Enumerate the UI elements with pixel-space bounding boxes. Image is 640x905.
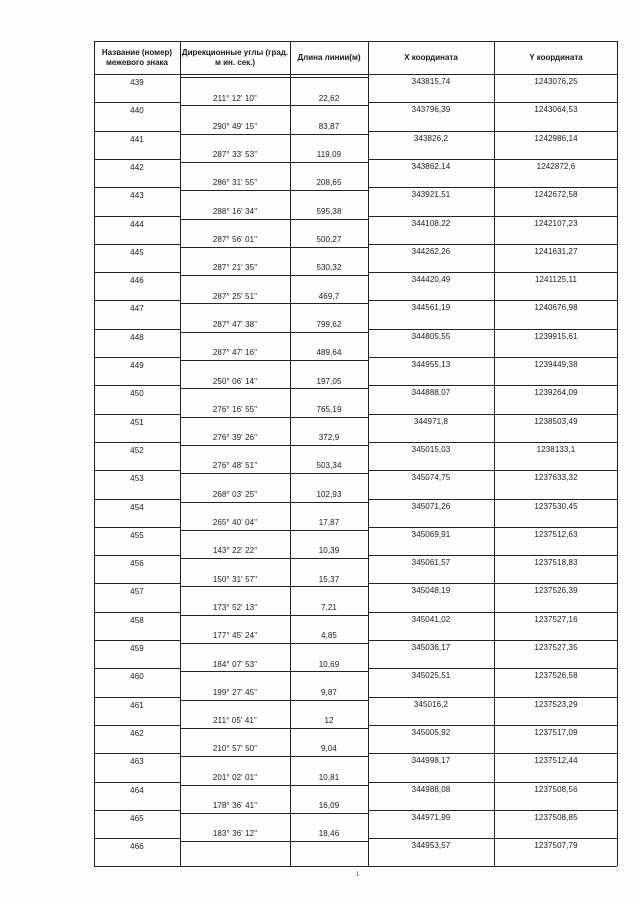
segment-border <box>180 219 368 220</box>
row-border <box>94 838 180 839</box>
row-border <box>368 102 617 103</box>
y-coordinate: 1241125,11 <box>534 275 578 285</box>
row-border <box>368 668 617 669</box>
point-name: 442 <box>130 162 144 172</box>
line-length: 530,32 <box>316 263 342 273</box>
segment-border <box>180 841 368 842</box>
x-coordinate: 344971,8 <box>413 416 449 426</box>
direction-angle: 250° 06' 14" <box>212 376 258 386</box>
x-coordinate: 344953,57 <box>411 841 451 851</box>
line-length: 119,09 <box>316 150 342 160</box>
row-border <box>368 272 617 273</box>
direction-angle: 211° 12' 10" <box>213 93 257 103</box>
x-coordinate: 345071,26 <box>411 501 451 511</box>
y-coordinate: 1237512,44 <box>534 756 578 766</box>
y-coordinate: 1237508,56 <box>534 784 578 794</box>
segment-border <box>180 473 368 474</box>
header-bottom-border <box>94 74 617 75</box>
header-length: Длина линии(м) <box>297 52 361 62</box>
segment-border <box>180 275 368 276</box>
line-length: 595,38 <box>316 206 342 216</box>
row-border <box>94 555 180 556</box>
x-coordinate: 344108,22 <box>411 218 451 228</box>
row-border <box>368 329 617 330</box>
y-coordinate: 1239264,09 <box>534 388 578 398</box>
direction-angle: 276° 16' 55" <box>212 404 258 414</box>
row-border <box>368 753 617 754</box>
point-name: 451 <box>130 417 144 427</box>
direction-angle: 201° 02' 01" <box>212 772 258 782</box>
point-name: 456 <box>130 559 144 569</box>
point-name: 449 <box>130 361 144 370</box>
segment-border <box>180 360 368 361</box>
y-coordinate: 1237633,32 <box>534 473 578 483</box>
row-border <box>94 244 180 245</box>
point-name: 446 <box>130 276 144 286</box>
point-name: 443 <box>130 191 144 201</box>
row-border <box>368 640 617 641</box>
direction-angle: 199° 27' 45" <box>212 687 258 697</box>
x-coordinate: 344805,55 <box>411 331 451 341</box>
point-name: 441 <box>130 134 144 144</box>
x-coordinate: 344998,17 <box>411 756 451 766</box>
direction-angle: 211° 05' 41" <box>213 716 257 726</box>
line-length: 765,19 <box>316 404 342 414</box>
table-col-border <box>290 41 291 866</box>
y-coordinate: 1237526,58 <box>534 671 578 681</box>
x-coordinate: 344971,99 <box>411 812 451 822</box>
header-angle: Дирекционные углы (град. м ин. сек.) <box>181 48 289 67</box>
row-border <box>94 385 180 386</box>
row-border <box>368 244 617 245</box>
segment-border <box>180 77 368 78</box>
x-coordinate: 345016,2 <box>413 699 449 709</box>
y-coordinate: 1237512,63 <box>534 529 578 539</box>
y-coordinate: 1241631,27 <box>534 246 578 256</box>
line-length: 22,62 <box>318 93 340 103</box>
point-name: 448 <box>130 332 144 342</box>
row-border <box>94 470 180 471</box>
line-length: 10,39 <box>318 546 340 556</box>
page-mark: 1 <box>356 872 360 878</box>
point-name: 464 <box>130 785 144 795</box>
row-border <box>94 329 180 330</box>
x-coordinate: 345074,75 <box>411 473 451 483</box>
segment-border <box>180 671 368 672</box>
point-name: 444 <box>130 219 144 229</box>
line-length: 15,37 <box>318 574 340 584</box>
row-border <box>94 782 180 783</box>
row-border <box>368 216 617 217</box>
y-coordinate: 1238133,1 <box>536 444 576 454</box>
x-coordinate: 344988,08 <box>411 784 451 794</box>
y-coordinate: 1237508,85 <box>534 812 578 822</box>
table-bottom-border <box>94 866 617 867</box>
row-border <box>94 187 180 188</box>
direction-angle: 143° 22' 22" <box>212 546 258 556</box>
y-coordinate: 1237527,16 <box>534 614 578 624</box>
row-border <box>94 300 180 301</box>
x-coordinate: 344561,19 <box>411 303 451 313</box>
line-length: 469,7 <box>318 291 340 301</box>
row-border <box>94 810 180 811</box>
line-length: 372,9 <box>318 433 340 443</box>
x-coordinate: 343921,51 <box>411 190 451 200</box>
header-x: X координата <box>404 52 458 62</box>
row-border <box>368 782 617 783</box>
direction-angle: 184° 07' 53" <box>212 659 258 669</box>
point-name: 460 <box>130 672 144 682</box>
row-border <box>94 668 180 669</box>
direction-angle: 286° 31' 55" <box>212 178 258 188</box>
segment-border <box>180 303 368 304</box>
row-border <box>94 442 180 443</box>
y-coordinate: 1243064,53 <box>534 105 578 115</box>
direction-angle: 288° 16' 34" <box>212 206 258 216</box>
direction-angle: 287° 21' 35" <box>212 263 258 273</box>
point-name: 450 <box>130 389 144 399</box>
direction-angle: 268° 03' 25" <box>212 489 258 499</box>
y-coordinate: 1237527,35 <box>534 643 578 652</box>
y-coordinate: 1237518,83 <box>534 558 578 568</box>
row-border <box>94 357 180 358</box>
y-coordinate: 1237523,29 <box>534 699 578 709</box>
line-length: 10,69 <box>318 659 340 669</box>
direction-angle: 178° 36' 41" <box>212 801 258 811</box>
line-length: 18,46 <box>318 829 340 839</box>
y-coordinate: 1242107,23 <box>534 218 578 228</box>
row-border <box>94 216 180 217</box>
row-border <box>368 499 617 500</box>
row-border <box>368 810 617 811</box>
point-name: 439 <box>130 78 144 87</box>
line-length: 4,85 <box>321 631 337 641</box>
header-name: Название (номер) межевого знака <box>101 48 173 67</box>
point-name: 452 <box>130 445 144 455</box>
row-border <box>368 442 617 443</box>
line-length: 489,64 <box>316 348 342 358</box>
row-border <box>368 470 617 471</box>
direction-angle: 287° 25' 51" <box>212 291 258 301</box>
row-border <box>368 583 617 584</box>
segment-border <box>180 190 368 191</box>
row-border <box>368 187 617 188</box>
segment-border <box>180 586 368 587</box>
row-border <box>368 555 617 556</box>
point-name: 465 <box>130 813 144 823</box>
segment-border <box>180 247 368 248</box>
x-coordinate: 345048,19 <box>411 586 451 596</box>
line-length: 197,05 <box>316 376 342 386</box>
direction-angle: 265° 40' 04" <box>212 518 258 528</box>
x-coordinate: 344955,13 <box>411 360 451 369</box>
point-name: 453 <box>130 474 144 484</box>
y-coordinate: 1237507,79 <box>534 841 578 851</box>
point-name: 447 <box>130 304 144 314</box>
row-border <box>94 102 180 103</box>
table-border <box>94 41 617 42</box>
row-border <box>368 159 617 160</box>
y-coordinate: 1243076,25 <box>534 77 578 86</box>
line-length: 17,87 <box>318 518 340 528</box>
segment-border <box>180 162 368 163</box>
y-coordinate: 1237530,45 <box>534 501 578 511</box>
row-border <box>368 527 617 528</box>
table-col-border <box>180 41 181 866</box>
row-border <box>94 612 180 613</box>
x-coordinate: 343796,39 <box>411 105 451 115</box>
point-name: 440 <box>130 106 144 116</box>
direction-angle: 290° 49' 15" <box>212 121 258 131</box>
point-name: 463 <box>130 757 144 767</box>
point-name: 462 <box>130 728 144 738</box>
direction-angle: 210° 57' 50" <box>212 744 258 754</box>
point-name: 459 <box>130 644 144 653</box>
segment-border <box>180 643 368 644</box>
line-length: 503,34 <box>316 461 342 471</box>
point-name: 461 <box>130 700 144 710</box>
segment-border <box>180 332 368 333</box>
segment-border <box>180 813 368 814</box>
y-coordinate: 1237526,39 <box>534 586 578 596</box>
row-border <box>94 697 180 698</box>
row-border <box>368 357 617 358</box>
segment-border <box>180 756 368 757</box>
x-coordinate: 345036,17 <box>411 643 451 652</box>
x-coordinate: 345069,91 <box>411 529 451 539</box>
coordinates-table <box>94 41 617 856</box>
segment-border <box>180 502 368 503</box>
row-border <box>94 272 180 273</box>
segment-border <box>180 558 368 559</box>
y-coordinate: 1242872,6 <box>536 161 576 171</box>
x-coordinate: 345041,02 <box>411 614 451 624</box>
y-coordinate: 1240676,98 <box>534 303 578 313</box>
segment-border <box>180 728 368 729</box>
x-coordinate: 344420,49 <box>411 275 451 285</box>
point-name: 457 <box>130 587 144 597</box>
point-name: 454 <box>130 502 144 512</box>
line-length: 9,87 <box>321 687 337 697</box>
row-border <box>94 159 180 160</box>
segment-border <box>180 700 368 701</box>
point-name: 445 <box>130 247 144 257</box>
point-name: 458 <box>130 615 144 625</box>
point-name: 455 <box>130 530 144 540</box>
y-coordinate: 1242672,58 <box>534 190 578 200</box>
row-border <box>368 838 617 839</box>
row-border <box>368 385 617 386</box>
point-name: 466 <box>130 842 144 852</box>
row-border <box>94 131 180 132</box>
x-coordinate: 343815,74 <box>411 77 451 86</box>
x-coordinate: 345061,57 <box>411 558 451 568</box>
row-border <box>368 725 617 726</box>
x-coordinate: 345005,92 <box>411 727 451 737</box>
direction-angle: 177° 45' 24" <box>212 631 258 641</box>
x-coordinate: 344262,26 <box>411 246 451 256</box>
segment-border <box>180 785 368 786</box>
row-border <box>94 583 180 584</box>
direction-angle: 287° 33' 53" <box>212 150 258 160</box>
line-length: 102,93 <box>316 489 342 499</box>
line-length: 208,65 <box>316 178 342 188</box>
row-border <box>94 499 180 500</box>
x-coordinate: 345015,03 <box>411 444 451 454</box>
line-length: 799,62 <box>316 319 342 329</box>
segment-border <box>180 615 368 616</box>
segment-border <box>180 388 368 389</box>
segment-border <box>180 105 368 106</box>
segment-border <box>180 530 368 531</box>
x-coordinate: 344888,07 <box>411 388 451 398</box>
row-border <box>94 527 180 528</box>
x-coordinate: 345025,51 <box>411 671 451 681</box>
row-border <box>94 414 180 415</box>
segment-border <box>180 445 368 446</box>
y-coordinate: 1239915,61 <box>534 331 578 341</box>
line-length: 10,81 <box>318 772 340 782</box>
x-coordinate: 343862,14 <box>411 161 451 171</box>
row-border <box>94 753 180 754</box>
direction-angle: 287° 47' 16" <box>212 348 258 358</box>
direction-angle: 276° 48' 51" <box>212 461 258 471</box>
line-length: 12 <box>324 716 334 726</box>
row-border <box>368 131 617 132</box>
direction-angle: 276° 39' 26" <box>212 433 258 443</box>
line-length: 16,09 <box>318 801 340 811</box>
segment-border <box>180 417 368 418</box>
line-length: 9,04 <box>321 744 337 754</box>
segment-border <box>180 134 368 135</box>
row-border <box>94 640 180 641</box>
direction-angle: 173° 52' 13" <box>212 602 258 612</box>
y-coordinate: 1239449,38 <box>534 360 578 369</box>
direction-angle: 183° 36' 12" <box>212 829 258 839</box>
row-border <box>94 725 180 726</box>
x-coordinate: 343826,2 <box>413 133 449 143</box>
line-length: 83,87 <box>318 121 340 131</box>
line-length: 7,21 <box>321 602 337 612</box>
direction-angle: 287° 47' 38" <box>212 319 258 329</box>
y-coordinate: 1238503,49 <box>534 416 578 426</box>
y-coordinate: 1242986,14 <box>534 133 578 143</box>
row-border <box>368 697 617 698</box>
direction-angle: 287° 56' 01" <box>212 235 258 245</box>
row-border <box>368 414 617 415</box>
header-y: Y координата <box>529 52 583 62</box>
direction-angle: 150° 31' 57" <box>212 574 258 584</box>
y-coordinate: 1237517,09 <box>534 727 578 737</box>
row-border <box>368 612 617 613</box>
line-length: 500,27 <box>316 235 342 245</box>
row-border <box>368 300 617 301</box>
